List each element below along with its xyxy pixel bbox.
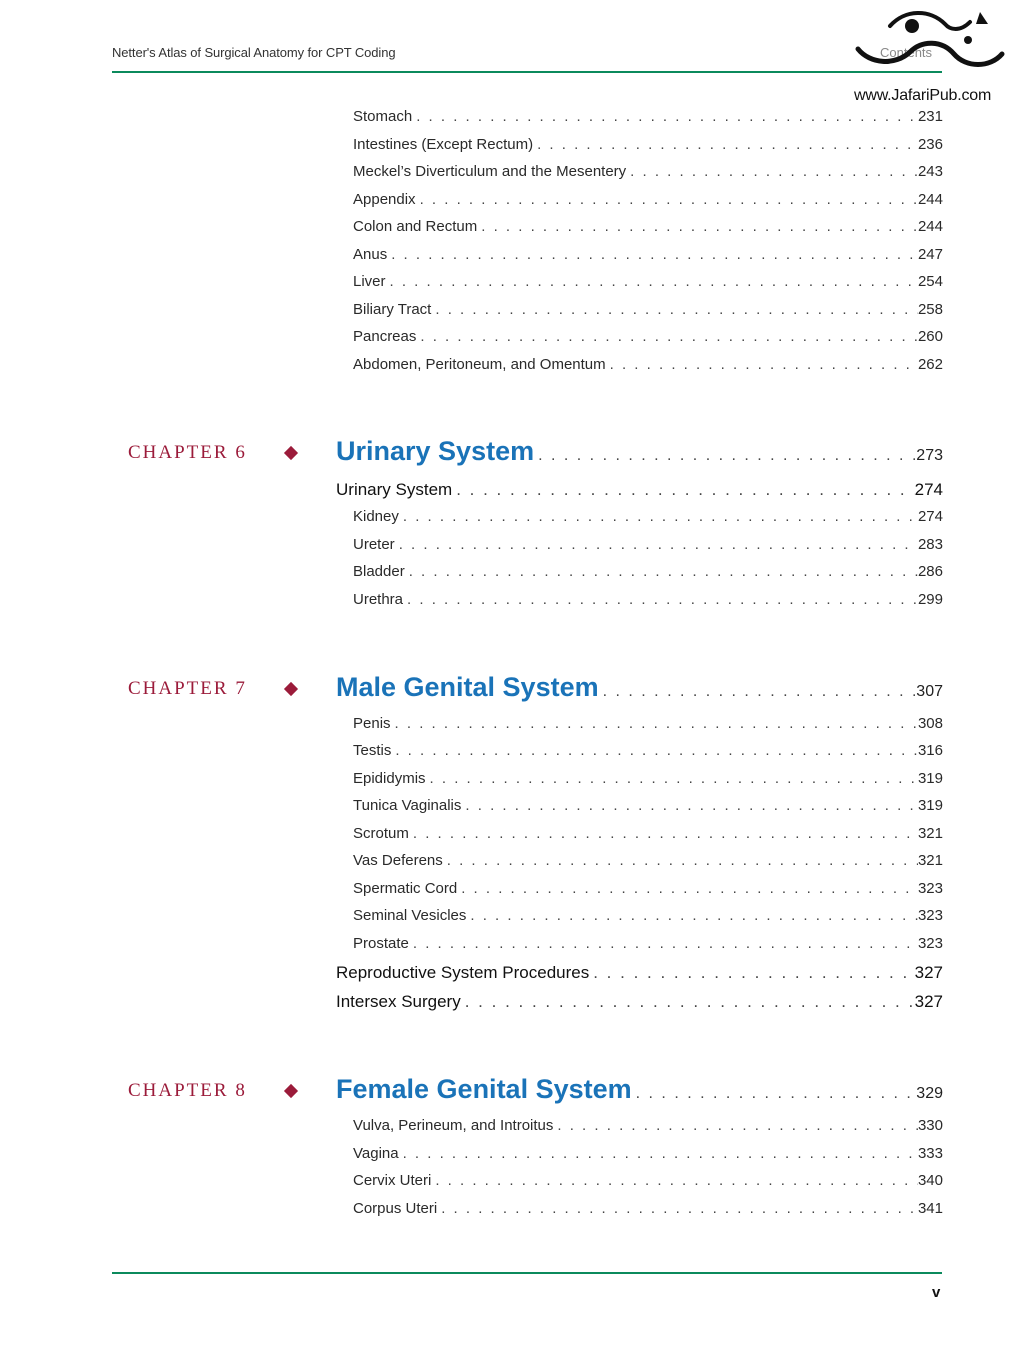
toc-entry-label: Spermatic Cord (353, 880, 458, 897)
toc-entry-label: Pancreas (353, 328, 417, 345)
toc-entry-page: 333 (917, 1145, 943, 1162)
toc-entry-label: Male Genital System (336, 672, 599, 702)
toc-entry-page: 260 (917, 328, 943, 345)
diamond-bullet-icon (284, 1084, 298, 1098)
toc-entry-page: 321 (917, 852, 943, 869)
toc-entry[interactable] (353, 273, 943, 290)
dot-leader (426, 770, 918, 787)
dot-leader (412, 108, 918, 125)
toc-entry-page: 323 (917, 907, 943, 924)
chapter-label: CHAPTER 6 (128, 442, 247, 463)
toc-entry-label: Bladder (353, 563, 405, 580)
toc-entry-label: Vas Deferens (353, 852, 443, 869)
toc-entry[interactable] (353, 591, 943, 608)
toc-entry-page: 231 (917, 108, 943, 125)
toc-entry-page: 341 (917, 1200, 943, 1217)
toc-entry-page: 299 (917, 591, 943, 608)
toc-entry[interactable] (353, 715, 943, 732)
dot-leader (386, 273, 918, 290)
toc-entry[interactable] (353, 797, 943, 814)
toc-entry-label: Seminal Vesicles (353, 907, 467, 924)
page-number: v (932, 1284, 941, 1301)
toc-entry-label: Corpus Uteri (353, 1200, 438, 1217)
header-rule (112, 71, 942, 73)
toc-entry-page: 340 (917, 1172, 943, 1189)
toc-entry[interactable] (353, 218, 943, 235)
toc-entry-page: 323 (917, 880, 943, 897)
toc-entry-page: 236 (917, 136, 943, 153)
toc-entry-label: Testis (353, 742, 392, 759)
toc-entry-label: Reproductive System Procedures (336, 963, 590, 982)
toc-entry[interactable] (353, 136, 943, 153)
watermark-url: www.JafariPub.com (854, 87, 992, 104)
toc-entry-label: Kidney (353, 508, 399, 525)
running-header-title: Netter's Atlas of Surgical Anatomy for CPT Coding (112, 45, 396, 60)
toc-entry-label: Cervix Uteri (353, 1172, 432, 1189)
chapter-title-entry[interactable] (336, 436, 943, 467)
toc-entry-label: Meckel’s Diverticulum and the Mesentery (353, 163, 627, 180)
toc-entry[interactable] (336, 480, 943, 500)
toc-entry-page: 327 (914, 963, 943, 982)
toc-entry-label: Vulva, Perineum, and Introitus (353, 1117, 554, 1134)
toc-entry[interactable] (353, 163, 943, 180)
dot-leader (589, 963, 914, 983)
toc-entry-page: 323 (917, 935, 943, 952)
toc-entry-label: Female Genital System (336, 1074, 632, 1104)
dot-leader (391, 742, 918, 759)
diamond-bullet-icon (284, 446, 298, 460)
chapter-label: CHAPTER 8 (128, 1080, 247, 1101)
toc-entry[interactable] (353, 508, 943, 525)
toc-entry[interactable] (353, 301, 943, 318)
toc-entry-page: 244 (917, 191, 943, 208)
dot-leader (553, 1117, 918, 1134)
toc-entry-page: 274 (914, 480, 943, 499)
toc-entry[interactable] (353, 742, 943, 759)
toc-entry[interactable] (353, 246, 943, 263)
toc-entry-label: Liver (353, 273, 386, 290)
toc-entry[interactable] (353, 770, 943, 787)
toc-entry[interactable] (353, 907, 943, 924)
toc-entry[interactable] (353, 825, 943, 842)
toc-entry-page: 321 (917, 825, 943, 842)
dot-leader (399, 1145, 918, 1162)
toc-entry[interactable] (353, 563, 943, 580)
toc-entry[interactable] (336, 992, 943, 1012)
toc-entry[interactable] (353, 536, 943, 553)
footer-rule (112, 1272, 942, 1274)
dot-leader (626, 163, 918, 180)
dot-leader (457, 880, 918, 897)
toc-entry-page: 316 (917, 742, 943, 759)
dot-leader (403, 591, 918, 608)
dot-leader (391, 715, 918, 732)
toc-entry-label: Scrotum (353, 825, 409, 842)
toc-entry-page: 329 (916, 1085, 943, 1102)
dot-leader (452, 480, 914, 500)
toc-entry-page: 283 (917, 536, 943, 553)
dot-leader (534, 447, 916, 465)
toc-entry-label: Prostate (353, 935, 409, 952)
toc-entry-label: Tunica Vaginalis (353, 797, 462, 814)
dot-leader (431, 1172, 918, 1189)
toc-entry-page: 327 (914, 992, 943, 1011)
diamond-bullet-icon (284, 682, 298, 696)
dot-leader (533, 136, 918, 153)
toc-entry-label: Penis (353, 715, 391, 732)
dot-leader (443, 852, 918, 869)
dot-leader (599, 683, 917, 701)
dot-leader (431, 301, 918, 318)
toc-entry[interactable] (353, 328, 943, 345)
toc-entry-page: 273 (916, 447, 943, 464)
toc-entry-page: 262 (917, 356, 943, 373)
dot-leader (632, 1085, 917, 1103)
dot-leader (409, 825, 918, 842)
toc-entry-page: 258 (917, 301, 943, 318)
toc-entry-page: 254 (917, 273, 943, 290)
running-header-section: Contents (880, 45, 933, 60)
dot-leader (461, 992, 915, 1012)
chapter-label: CHAPTER 7 (128, 678, 247, 699)
toc-entry-label: Colon and Rectum (353, 218, 478, 235)
dot-leader (606, 356, 918, 373)
toc-entry[interactable] (353, 191, 943, 208)
toc-entry-label: Urethra (353, 591, 404, 608)
toc-entry-label: Stomach (353, 108, 413, 125)
dot-leader (477, 218, 918, 235)
toc-entry[interactable] (353, 1117, 943, 1134)
toc-entry[interactable] (353, 1200, 943, 1217)
toc-entry-label: Urinary System (336, 480, 453, 499)
chapter-title-entry[interactable] (336, 672, 943, 703)
toc-entry-page: 319 (917, 770, 943, 787)
toc-entry-label: Intersex Surgery (336, 992, 461, 1011)
toc-entry-page: 243 (917, 163, 943, 180)
toc-entry-page: 308 (917, 715, 943, 732)
toc-entry-label: Ureter (353, 536, 395, 553)
toc-entry-page: 247 (917, 246, 943, 263)
dot-leader (405, 563, 918, 580)
toc-entry[interactable] (353, 356, 943, 373)
toc-entry-label: Biliary Tract (353, 301, 432, 318)
toc-entry-label: Urinary System (336, 436, 535, 466)
dot-leader (399, 508, 918, 525)
dot-leader (395, 536, 918, 553)
dot-leader (416, 191, 918, 208)
toc-entry-page: 330 (917, 1117, 943, 1134)
dot-leader (437, 1200, 918, 1217)
toc-entry-page: 286 (917, 563, 943, 580)
toc-entry[interactable] (353, 1172, 943, 1189)
chapter-title-entry[interactable] (336, 1074, 943, 1105)
toc-entry-label: Vagina (353, 1145, 399, 1162)
toc-entry-page: 244 (917, 218, 943, 235)
toc-entry[interactable] (336, 963, 943, 983)
toc-entry-page: 319 (917, 797, 943, 814)
toc-entry[interactable] (353, 108, 943, 125)
toc-entry-page: 307 (916, 683, 943, 700)
toc-entry-label: Intestines (Except Rectum) (353, 136, 534, 153)
toc-entry[interactable] (353, 852, 943, 869)
dot-leader (461, 797, 918, 814)
toc-entry-label: Appendix (353, 191, 416, 208)
toc-entry-page: 274 (917, 508, 943, 525)
toc-entry[interactable] (353, 935, 943, 952)
toc-entry[interactable] (353, 1145, 943, 1162)
toc-entry[interactable] (353, 880, 943, 897)
dot-leader (466, 907, 918, 924)
dot-leader (409, 935, 918, 952)
toc-entry-label: Abdomen, Peritoneum, and Omentum (353, 356, 606, 373)
dot-leader (416, 328, 918, 345)
toc-entry-label: Epididymis (353, 770, 426, 787)
toc-entry-label: Anus (353, 246, 388, 263)
dot-leader (387, 246, 918, 263)
